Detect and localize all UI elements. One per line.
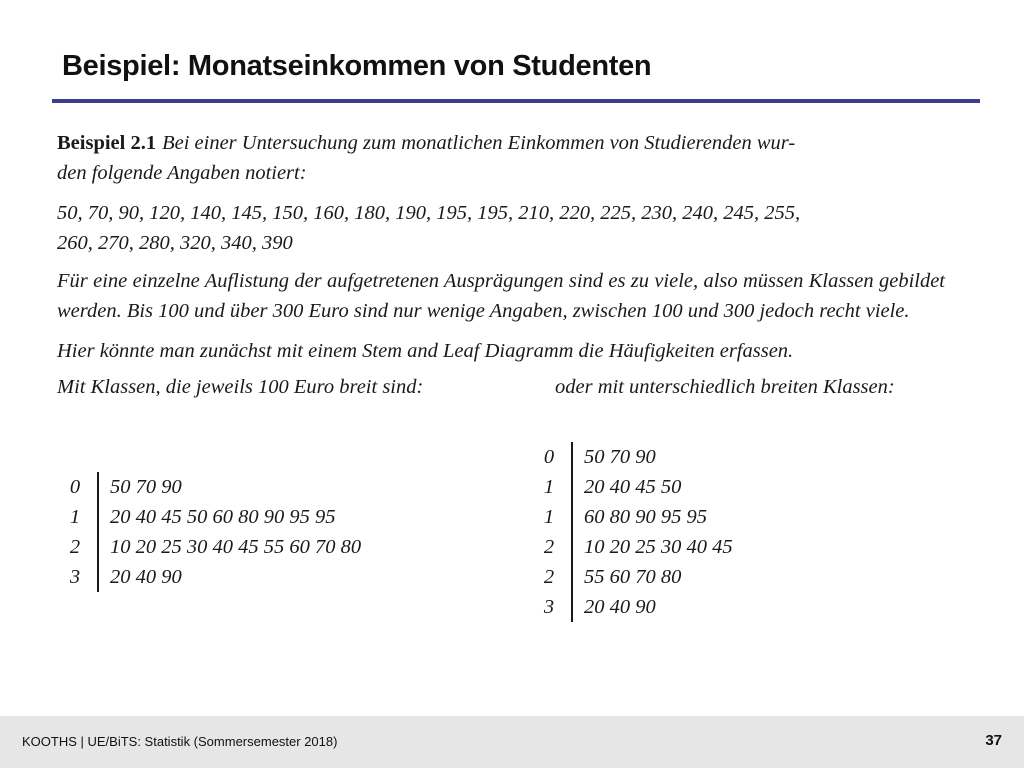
leaf-values: 10 20 25 30 40 45 xyxy=(584,536,733,558)
stem-leaf-paragraph: Hier könnte man zunächst mit einem Stem and Leaf Diagramm die Häufigkeiten erfassen. xyxy=(57,340,794,362)
leaf-values: 20 40 45 50 60 80 90 95 95 xyxy=(110,506,336,528)
stem-value: 3 xyxy=(543,596,555,618)
page-number: 37 xyxy=(985,732,1002,749)
leaf-values: 55 60 70 80 xyxy=(584,566,682,588)
stem-value: 0 xyxy=(69,476,81,498)
label-equal-classes: Mit Klassen, die jeweils 100 Euro breit sind: xyxy=(57,376,424,398)
stem-value: 1 xyxy=(69,506,81,528)
example-intro xyxy=(57,128,945,188)
stem-value: 2 xyxy=(543,566,555,588)
slide-title: Beispiel: Monatseinkommen von Studenten xyxy=(62,50,652,82)
diagram-labels xyxy=(57,376,945,406)
leaf-values: 20 40 90 xyxy=(110,566,182,588)
stem-leaf-divider xyxy=(97,472,99,592)
stem-value: 1 xyxy=(543,476,555,498)
title-divider xyxy=(52,99,980,103)
data-values-line1: 50, 70, 90, 120, 140, 145, 150, 160, 180, 190, 195, 195, 210, 220, 225, 230, 240, 245, 255, xyxy=(57,202,801,224)
example-content xyxy=(57,128,945,406)
classes-paragraph: Für eine einzelne Auflistung der aufgetretenen Ausprägungen sind es zu viele, also müssen Klassen gebildet werden. Bis 100 und über 300 Euro sind nur wenige Angaben, zwischen 100 und 300 jedoch recht viele. xyxy=(57,270,945,322)
stem-value: 3 xyxy=(69,566,81,588)
leaf-values: 50 70 90 xyxy=(584,446,656,468)
footer-text: KOOTHS | UE/BiTS: Statistik (Sommersemester 2018) xyxy=(22,734,338,749)
stem-value: 2 xyxy=(69,536,81,558)
stem-value: 2 xyxy=(543,536,555,558)
leaf-values: 50 70 90 xyxy=(110,476,182,498)
data-values xyxy=(57,198,945,258)
leaf-values: 10 20 25 30 40 45 55 60 70 80 xyxy=(110,536,362,558)
stem-value: 0 xyxy=(543,446,555,468)
example-lead: Beispiel 2.1 xyxy=(57,132,157,154)
leaf-values: 20 40 45 50 xyxy=(584,476,682,498)
example-intro-line1: Bei einer Untersuchung zum monatlichen Einkommen von Studierenden wur- xyxy=(162,132,796,154)
label-unequal-classes: oder mit unterschiedlich breiten Klassen: xyxy=(555,376,895,398)
example-intro-line2: den folgende Angaben notiert: xyxy=(57,162,307,184)
leaf-values: 20 40 90 xyxy=(584,596,656,618)
stem-value: 1 xyxy=(543,506,555,528)
stem-leaf-divider xyxy=(571,442,573,622)
leaf-values: 60 80 90 95 95 xyxy=(584,506,707,528)
data-values-line2: 260, 270, 280, 320, 340, 390 xyxy=(57,232,293,254)
